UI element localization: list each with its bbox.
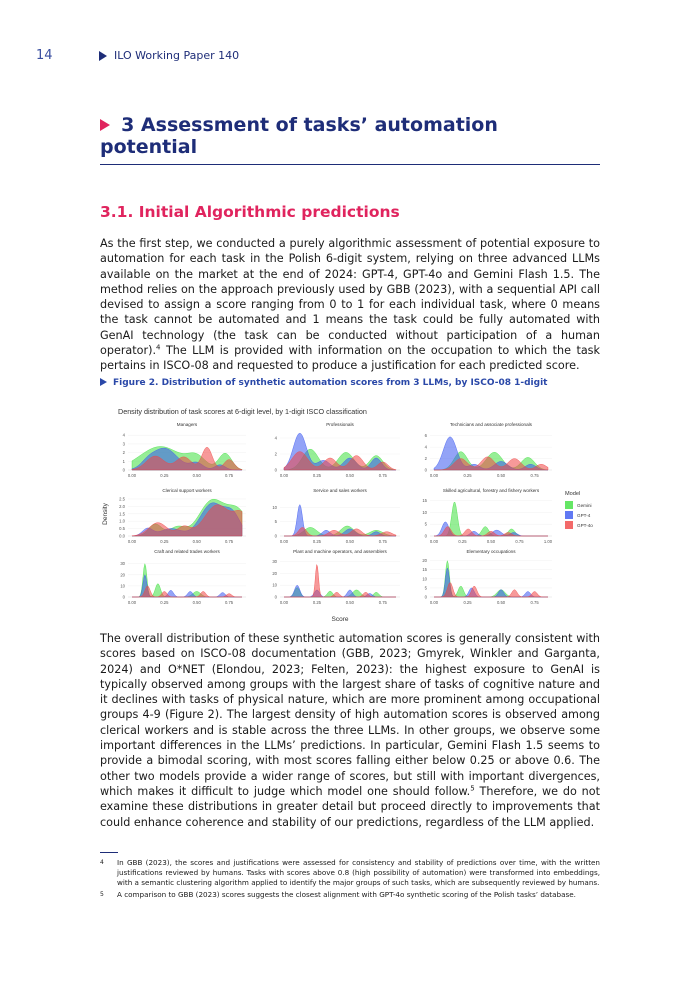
y-tick-label: 10: [272, 504, 277, 510]
y-tick-label: 10: [272, 582, 277, 588]
y-tick-label: 0: [274, 533, 277, 539]
x-tick-label: 0.50: [496, 600, 506, 605]
x-tick-label: 0.25: [312, 539, 322, 544]
y-tick-label: 15: [422, 498, 427, 504]
y-tick-label: 5: [424, 521, 427, 527]
x-tick-label: 0.25: [160, 539, 169, 544]
footnote-4: [100, 858, 600, 888]
density-chart: [100, 402, 600, 624]
x-tick-label: 0.50: [345, 473, 354, 478]
x-tick-label: 0.00: [127, 473, 137, 478]
y-tick-label: 0.5: [119, 526, 125, 532]
y-tick-label: 0.0: [119, 533, 125, 539]
legend-label-gemini: Gemini: [577, 503, 592, 508]
x-tick-label: 1.00: [543, 539, 553, 544]
x-tick-label: 0.75: [515, 539, 524, 544]
x-tick-label: 0.25: [312, 473, 322, 478]
y-tick-label: 5: [274, 519, 277, 525]
x-tick-label: 0.50: [486, 539, 496, 544]
x-tick-label: 0.00: [279, 473, 289, 478]
y-tick-label: 4: [424, 444, 427, 450]
footnote-ref-5[interactable]: 5: [470, 784, 475, 793]
legend-label-gpt-4: GPT-4: [577, 513, 591, 518]
caption-triangle-icon: [100, 378, 107, 386]
y-tick-label: 15: [422, 567, 427, 573]
x-tick-label: 0.00: [429, 600, 439, 605]
y-tick-label: 30: [272, 559, 277, 565]
x-tick-label: 0.50: [345, 600, 354, 605]
x-tick-label: 0.25: [312, 600, 322, 605]
y-tick-label: 2: [122, 450, 125, 456]
y-tick-label: 2: [424, 456, 427, 462]
page-number: 14: [36, 48, 53, 63]
y-tick-label: 10: [422, 509, 427, 515]
panel-title: Service and sales workers: [313, 488, 367, 493]
panel-title: Professionals: [326, 422, 354, 427]
panel-title: Technicians and associate professionals: [450, 422, 532, 427]
x-tick-label: 0.00: [279, 539, 289, 544]
panel-title: Plant and machine operators, and assemblers: [293, 549, 387, 554]
x-tick-label: 0.00: [127, 539, 137, 544]
chapter-heading: [100, 114, 600, 165]
y-tick-label: 1: [122, 458, 125, 464]
y-tick-label: 2.5: [119, 496, 125, 502]
footnote-divider: [100, 852, 118, 853]
paragraph-2-text: The overall distribution of these synthetic automation scores is generally consistent with scores based on ISCO-08 documentation (GBB, 2023; Gmyrek, Winkler and Garganta, 2024) and O*NET (Elondou, 2023; Felten, 2023): the highest exposure to GenAI is typically observed among groups with the largest share of tasks of cognitive nature and it declines with tasks of physical nature, which are more prominent among occupational groups 4-9 (Figure 2). The largest density of high automation scores is observed among clerical workers and is stable across the three LLMs. In other groups, we observe some important differences in the LLMs’ predictions. In particular, Gemini Flash 1.5 seems to provide a bimodal scoring, with most scores falling either below 0.25 or above 0.6. The other two models provide a wider range of scores, but still with important divergences, which makes it difficult to judge which model one should follow.: [100, 632, 600, 798]
panel-title: Clerical support workers: [162, 488, 212, 493]
y-tick-label: 1.0: [119, 518, 125, 524]
y-tick-label: 20: [120, 572, 125, 578]
paragraph-2: [100, 631, 600, 830]
chapter-triangle-icon: [100, 119, 110, 131]
y-tick-label: 0: [274, 467, 277, 473]
x-tick-label: 0.25: [463, 600, 472, 605]
y-tick-label: 2.0: [119, 503, 125, 509]
x-tick-label: 0.00: [127, 600, 137, 605]
y-tick-label: 0: [122, 594, 125, 600]
x-tick-label: 0.50: [345, 539, 354, 544]
working-paper-title: ILO Working Paper 140: [114, 49, 240, 62]
x-tick-label: 0.75: [224, 600, 234, 605]
panel-title: Elementary occupations: [466, 549, 516, 554]
y-tick-label: 10: [422, 576, 427, 582]
y-tick-label: 10: [120, 583, 125, 589]
x-tick-label: 0.50: [496, 473, 506, 478]
x-tick-label: 0.00: [279, 600, 289, 605]
legend-swatch-gpt-4o: [565, 521, 573, 529]
panel-title: Craft and related trades workers: [154, 549, 220, 554]
y-tick-label: 3: [122, 441, 125, 447]
y-tick-label: 5: [424, 585, 427, 591]
density-area-gpt-4o: [132, 505, 242, 536]
figure-caption: [100, 378, 547, 388]
y-tick-label: 20: [272, 570, 277, 576]
footnote-4-text: In GBB (2023), the scores and justifications were assessed for consistency and stability of predictions over time, with the written justifications reviewed by humans. Tasks with scores above 0.8 (high possibility of automation) were transformed into embeddings, with a semantic clustering algorithm applied to identify the major groups of such tasks, which are subsequently reviewed by humans.: [117, 858, 600, 887]
legend-title: Model: [565, 491, 581, 497]
paragraph-1: [100, 236, 600, 374]
y-axis-label: Density: [102, 503, 109, 525]
panel-title: Managers: [176, 422, 198, 427]
paragraph-1-text-after: The LLM is provided with information on the occupation to which the task pertains in ISCO-08 and requested to produce a justification for each predicted score.: [100, 344, 600, 373]
x-tick-label: 0.00: [429, 473, 439, 478]
x-tick-label: 0.75: [530, 600, 539, 605]
y-tick-label: 20: [422, 558, 427, 564]
x-tick-label: 0.25: [463, 473, 472, 478]
y-tick-label: 4: [274, 435, 277, 441]
footnote-4-mark: 4: [100, 859, 104, 866]
y-tick-label: 2: [274, 451, 277, 457]
x-tick-label: 0.25: [458, 539, 467, 544]
panel-title: Skilled agricultural, forestry and fishery workers: [442, 488, 540, 493]
y-tick-label: 0: [274, 594, 277, 600]
x-tick-label: 0.75: [378, 539, 387, 544]
x-tick-label: 0.50: [192, 539, 201, 544]
x-tick-label: 0.75: [378, 600, 387, 605]
density-area-gpt-4o: [434, 582, 548, 597]
footnote-ref-4[interactable]: 4: [156, 343, 161, 352]
x-tick-label: 0.50: [192, 473, 201, 478]
y-tick-label: 0: [424, 533, 427, 539]
footnote-5-text: A comparison to GBB (2023) scores suggests the closest alignment with GPT-4o synthetic scoring of the Polish tasks’ database.: [117, 890, 576, 899]
x-tick-label: 0.00: [429, 539, 439, 544]
legend-swatch-gpt-4: [565, 511, 573, 519]
figure-caption-text: Figure 2. Distribution of synthetic automation scores from 3 LLMs, by ISCO-08 1-digit: [113, 378, 548, 388]
y-tick-label: 4: [122, 432, 125, 438]
x-tick-label: 0.75: [224, 539, 234, 544]
x-tick-label: 0.75: [224, 473, 234, 478]
chapter-title: 3 Assessment of tasks’ automation potential: [100, 114, 498, 158]
chart-title: Density distribution of task scores at 6-digit level, by 1-digit ISCO classification: [118, 407, 367, 416]
legend-swatch-gemini: [565, 501, 573, 509]
x-tick-label: 0.25: [160, 600, 169, 605]
header-triangle-icon: [99, 51, 107, 61]
x-tick-label: 0.75: [530, 473, 539, 478]
footnote-5-mark: 5: [100, 891, 104, 898]
legend-label-gpt-4o: GPT-4o: [577, 523, 593, 528]
x-tick-label: 0.25: [160, 473, 169, 478]
paragraph-2-text-after: Therefore, we do not examine these distributions in greater detail but proceed directly to improvements that could enhance coherence and stability of our predictions, regardless of the LLM applied.: [100, 784, 600, 829]
x-axis-label: Score: [331, 616, 349, 623]
x-tick-label: 0.50: [192, 600, 201, 605]
y-tick-label: 1.5: [119, 511, 125, 517]
section-title: 3.1. Initial Algorithmic predictions: [100, 203, 400, 221]
page-header: [36, 48, 660, 66]
footnote-5: [100, 890, 600, 900]
paragraph-1-text: As the first step, we conducted a purely algorithmic assessment of potential exposure to automation for each task in the Polish 6-digit system, relying on three advanced LLMs available on the market at the end of 2024: GPT-4, GPT-4o and Gemini Flash 1.5. The method relies on the approach previously used by GBB (2023), with a sequential API call devised to assign a score ranging from 0 to 1 for each individual task, where 0 means the task cannot be automated and 1 means the task could be fully automated with GenAI technology (the task can be conducted without participation of a human operator).: [100, 237, 600, 358]
y-tick-label: 30: [120, 561, 125, 567]
y-tick-label: 6: [424, 433, 427, 439]
y-tick-label: 0: [424, 594, 427, 600]
y-tick-label: 0: [122, 467, 125, 473]
x-tick-label: 0.75: [378, 473, 387, 478]
y-tick-label: 0: [424, 467, 427, 473]
